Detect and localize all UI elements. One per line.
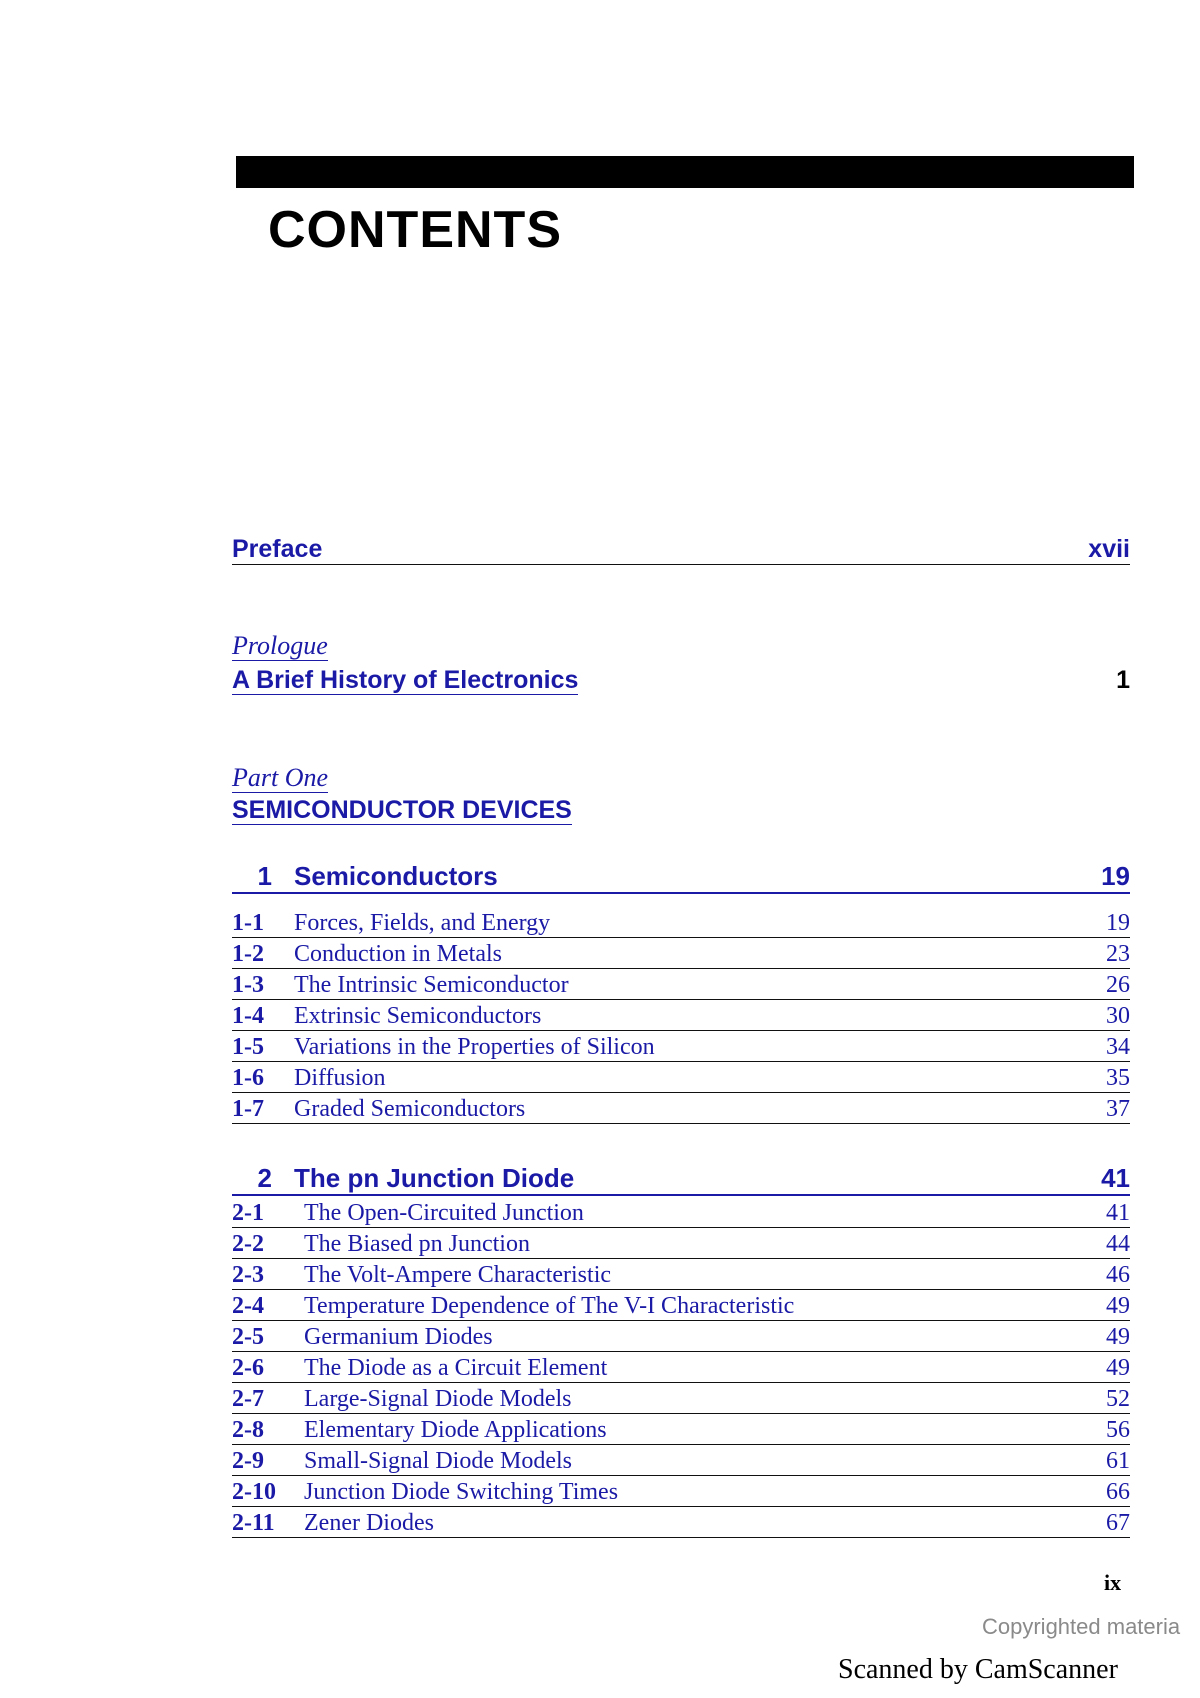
section-page: 37 (1106, 1096, 1130, 1122)
section-number: 2-6 (232, 1355, 264, 1381)
section-number: 2-8 (232, 1417, 264, 1443)
section-page: 56 (1106, 1417, 1130, 1443)
toc-entry-chapter-1[interactable] (232, 860, 1130, 894)
section-title: Conduction in Metals (294, 941, 502, 967)
section-title: Diffusion (294, 1065, 386, 1091)
top-rule-bar (236, 156, 1134, 188)
section-number: 2-2 (232, 1231, 264, 1257)
section-title: The Diode as a Circuit Element (304, 1355, 608, 1381)
toc-entry-section[interactable] (232, 1479, 1130, 1507)
toc-entry-section[interactable] (232, 1200, 1130, 1228)
page-folio: ix (1104, 1570, 1122, 1595)
toc-entry-section[interactable] (232, 1448, 1130, 1476)
section-number: 1-2 (232, 941, 264, 967)
section-page: 41 (1106, 1200, 1130, 1226)
prologue-page: 1 (1116, 666, 1130, 694)
section-number: 2-5 (232, 1324, 264, 1350)
toc-entry-section[interactable] (232, 1065, 1130, 1093)
section-title: Graded Semiconductors (294, 1096, 526, 1122)
entry-title: Preface (232, 535, 323, 563)
part-label: Part One (232, 763, 329, 792)
section-title: Temperature Dependence of The V-I Characteristic (304, 1293, 795, 1319)
chapter-number: 2 (257, 1163, 272, 1193)
toc-entry-section[interactable] (232, 972, 1130, 1000)
section-number: 1-6 (232, 1065, 264, 1091)
toc-entry-section[interactable] (232, 1003, 1130, 1031)
section-page: 34 (1106, 1034, 1130, 1060)
copyright-watermark: Copyrighted materia (982, 1614, 1181, 1639)
toc-entry-section[interactable] (232, 1231, 1130, 1259)
section-title: The Open-Circuited Junction (304, 1200, 584, 1226)
section-number: 2-4 (232, 1293, 264, 1319)
chapter-title: The pn Junction Diode (294, 1163, 575, 1193)
section-page: 49 (1106, 1293, 1130, 1319)
section-title: Elementary Diode Applications (304, 1417, 607, 1443)
toc-entry-section[interactable] (232, 1417, 1130, 1445)
entry-page: xvii (1088, 535, 1130, 563)
section-number: 2-7 (232, 1386, 264, 1412)
section-title: The Intrinsic Semiconductor (294, 972, 569, 998)
toc-entry-section[interactable] (232, 1293, 1130, 1321)
section-page: 30 (1106, 1003, 1130, 1029)
section-page: 26 (1106, 972, 1130, 998)
page-title: CONTENTS (268, 201, 562, 259)
section-page: 49 (1106, 1355, 1130, 1381)
toc-entry-section[interactable] (232, 1510, 1130, 1538)
toc-entry-section[interactable] (232, 941, 1130, 969)
section-page: 67 (1106, 1510, 1130, 1536)
chapter-page: 19 (1101, 861, 1130, 891)
toc-entry-section[interactable] (232, 1096, 1130, 1124)
toc-entry-chapter-2[interactable] (232, 1162, 1130, 1196)
prologue-label: Prologue (232, 631, 328, 660)
toc-entry-section[interactable] (232, 1262, 1130, 1290)
section-number: 1-1 (232, 910, 264, 936)
section-page: 35 (1106, 1065, 1130, 1091)
chapter-title: Semiconductors (294, 861, 498, 891)
chapter-page: 41 (1101, 1163, 1130, 1193)
section-number: 1-7 (232, 1096, 264, 1122)
section-number: 1-3 (232, 972, 264, 998)
section-title: The Volt-Ampere Characteristic (304, 1262, 612, 1288)
section-title: Zener Diodes (304, 1510, 434, 1536)
toc-entry-section[interactable] (232, 910, 1130, 938)
toc-entry-preface[interactable] (232, 534, 1130, 565)
section-title: Extrinsic Semiconductors (294, 1003, 542, 1029)
chapter-number: 1 (257, 861, 272, 891)
section-number: 2-1 (232, 1200, 264, 1226)
section-page: 66 (1106, 1479, 1130, 1505)
section-title: Large-Signal Diode Models (304, 1386, 572, 1412)
toc-entry-section[interactable] (232, 1355, 1130, 1383)
toc-entry-section[interactable] (232, 1386, 1130, 1414)
section-number: 2-10 (232, 1479, 276, 1505)
section-page: 23 (1106, 941, 1130, 967)
toc-entry-section[interactable] (232, 1034, 1130, 1062)
section-page: 52 (1106, 1386, 1130, 1412)
scanner-watermark: Scanned by CamScanner (838, 1654, 1118, 1685)
section-page: 46 (1106, 1262, 1130, 1288)
part-title[interactable]: SEMICONDUCTOR DEVICES (232, 796, 572, 824)
section-number: 1-5 (232, 1034, 264, 1060)
section-number: 2-3 (232, 1262, 264, 1288)
section-title: Junction Diode Switching Times (304, 1479, 619, 1505)
toc-entry-section[interactable] (232, 1324, 1130, 1352)
section-title: The Biased pn Junction (304, 1231, 530, 1257)
section-number: 2-11 (232, 1510, 275, 1536)
section-title: Germanium Diodes (304, 1324, 493, 1350)
section-page: 19 (1106, 910, 1130, 936)
section-title: Forces, Fields, and Energy (294, 910, 551, 936)
toc-entry-prologue[interactable]: A Brief History of Electronics (232, 666, 579, 694)
section-page: 49 (1106, 1324, 1130, 1350)
section-title: Variations in the Properties of Silicon (294, 1034, 655, 1060)
section-title: Small-Signal Diode Models (304, 1448, 572, 1474)
section-number: 1-4 (232, 1003, 264, 1029)
section-number: 2-9 (232, 1448, 264, 1474)
section-page: 61 (1106, 1448, 1130, 1474)
section-page: 44 (1106, 1231, 1130, 1257)
